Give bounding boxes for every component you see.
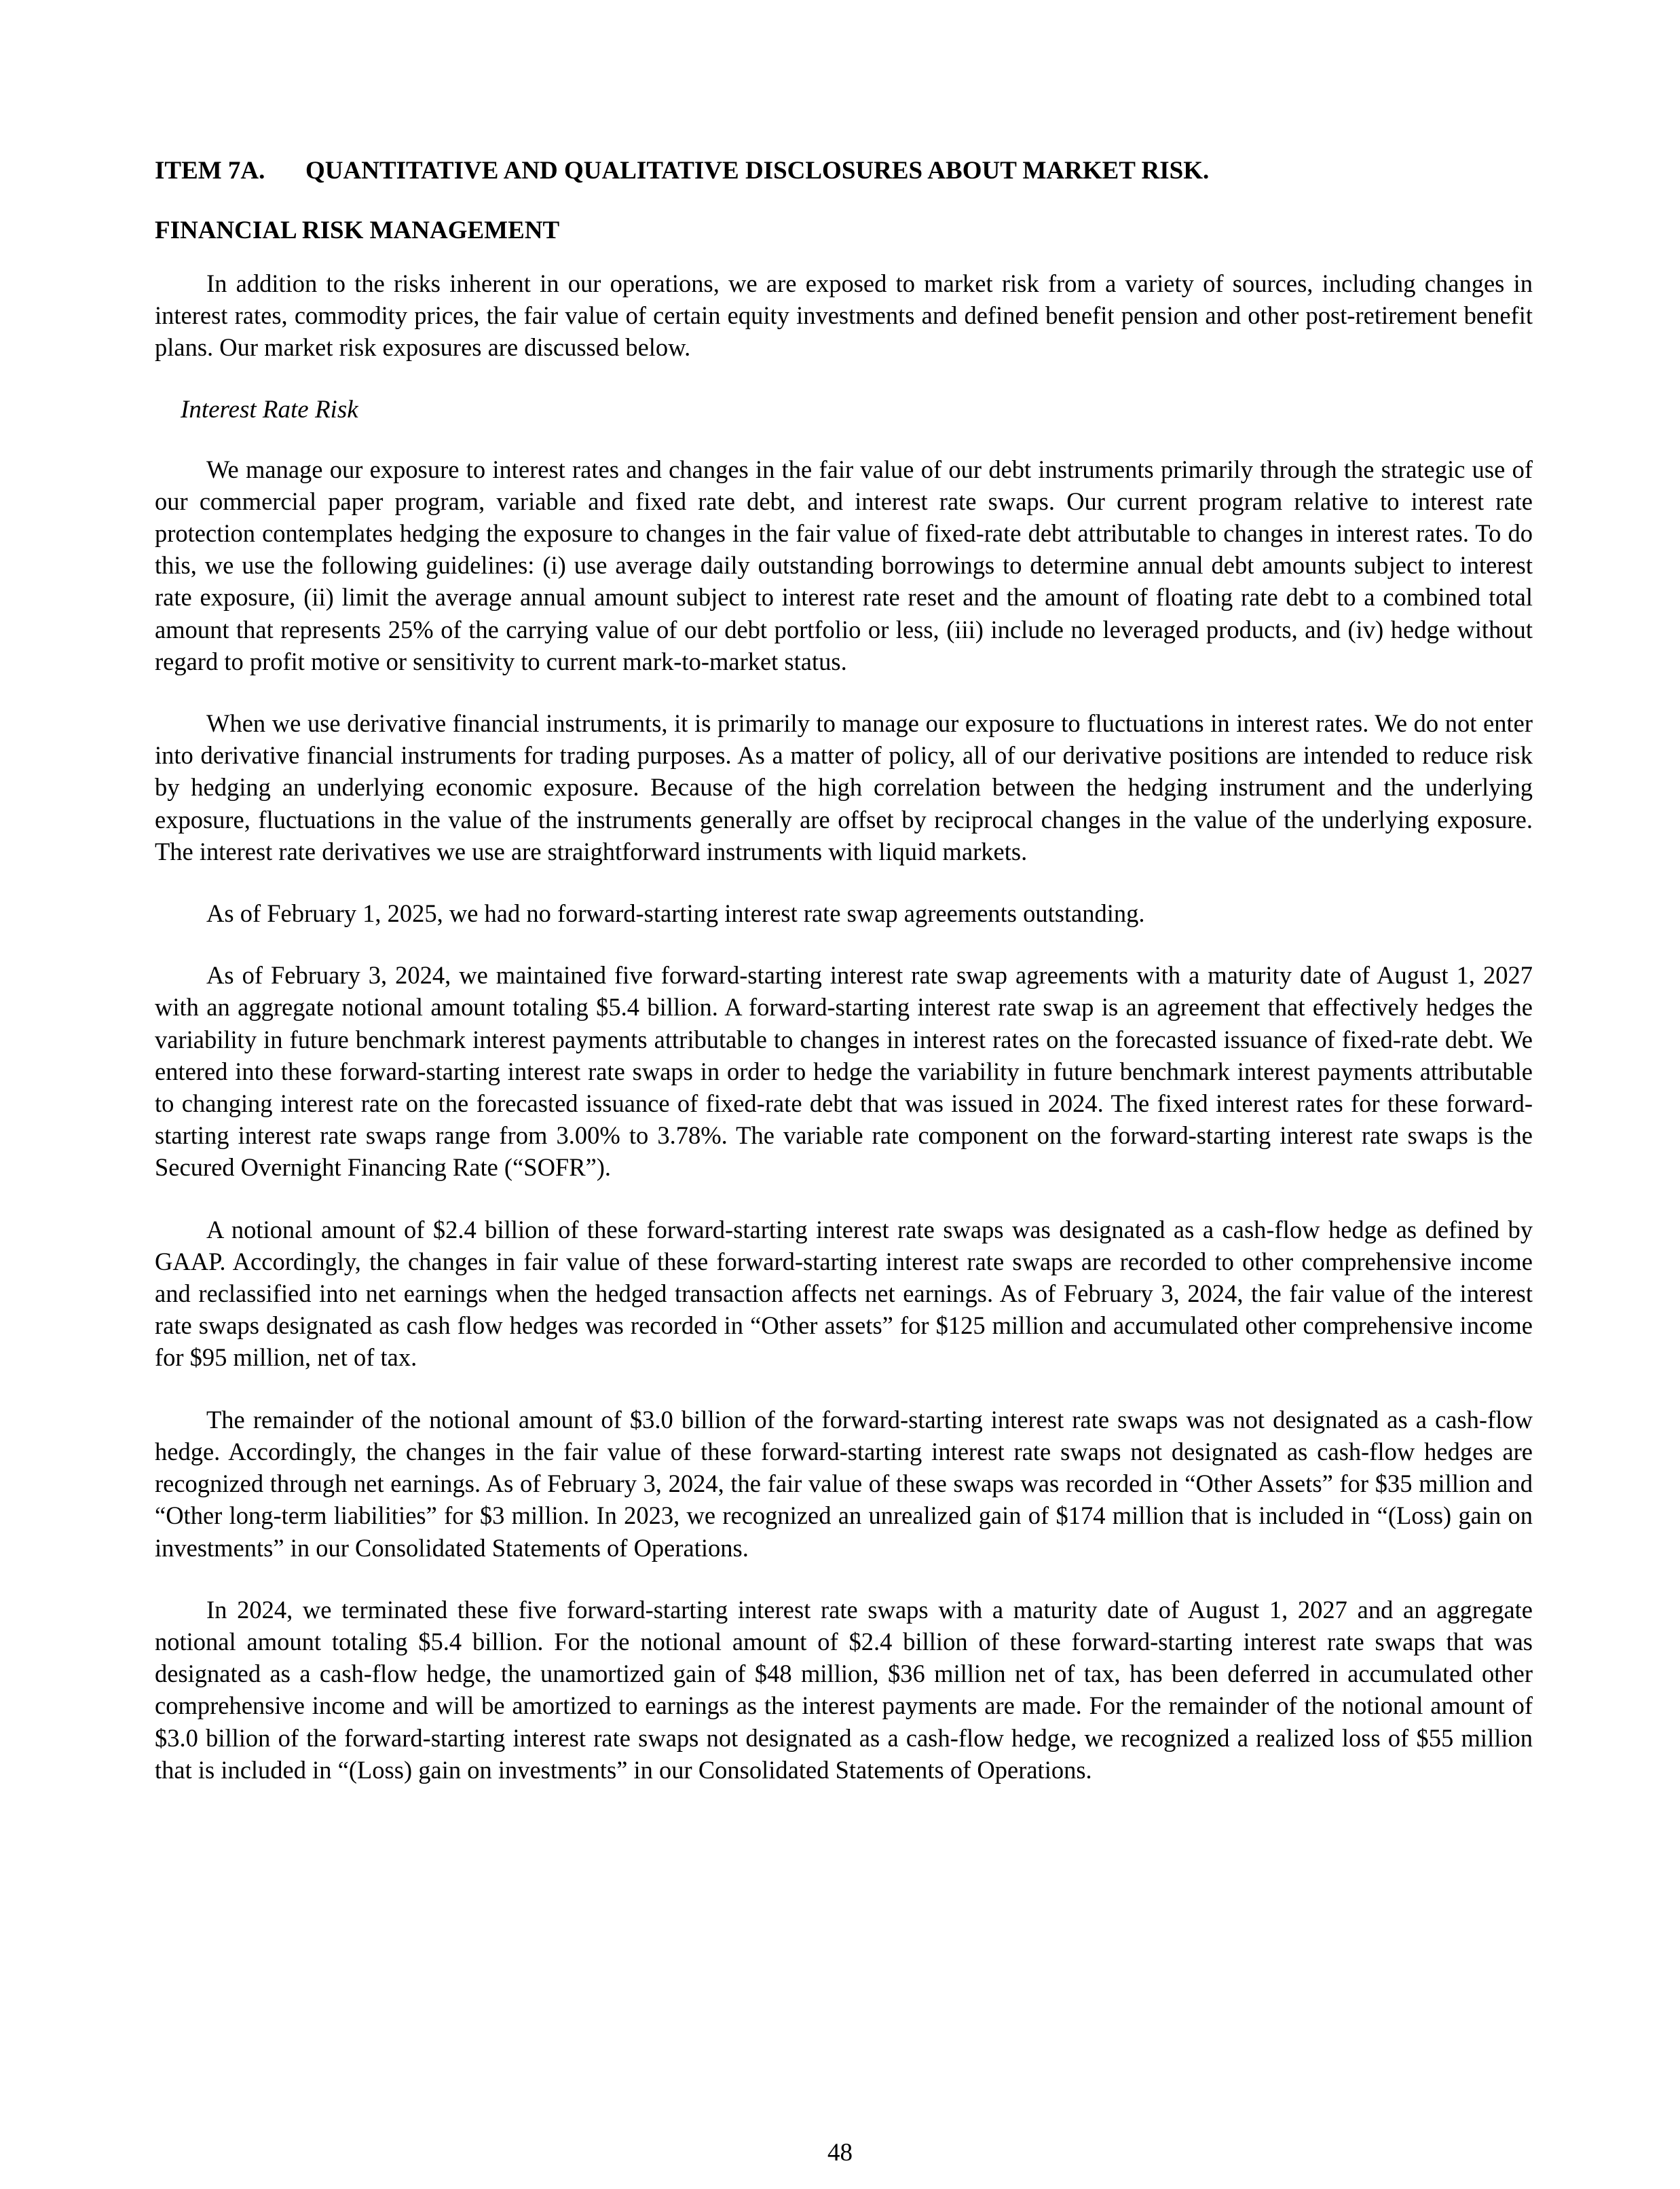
document-page [155,155,1533,1816]
paragraph-cash-flow-hedge: A notional amount of $2.4 billion of these forward-starting interest rate swaps was designated as a cash-flow hedge as defined by GAAP. Accordingly, the changes in fair value of these forward-starting interest rate swaps are recorded to other comprehensive income and reclassified into net earnings when the hedged transaction affects net earnings. As of February 3, 2024, the fair value of the interest rate swaps designated as cash flow hedges was recorded in “Other assets” for $125 million and accumulated other comprehensive income for $95 million, net of tax. [155,1215,1533,1372]
page-number: 48 [827,2139,853,2167]
paragraph-2025-status: As of February 1, 2025, we had no forward-starting interest rate swap agreements outstanding. [206,899,1145,928]
paragraph-derivatives-policy: When we use derivative financial instruments, it is primarily to manage our exposure to fluctuations in interest rates. We do not enter into derivative financial instruments for trading purposes. As a matter of policy, all of our derivative positions are intended to reduce risk by hedging an underlying economic exposure. Because of the high correlation between the hedging instrument and the underlying exposure, fluctuations in the value of the instruments generally are offset by reciprocal changes in the value of the underlying exposure. The interest rate derivatives we use are straightforward instruments with liquid markets. [155,709,1533,865]
item-heading [155,155,1533,187]
intro-paragraph: In addition to the risks inherent in our operations, we are exposed to market risk from a variety of sources, including changes in interest rates, commodity prices, the fair value of certain equity investments and defined benefit pension and other post-retirement benefit plans. Our market risk exposures are discussed below. [155,269,1533,362]
sub-heading: Interest Rate Risk [181,395,358,424]
section-heading: FINANCIAL RISK MANAGEMENT [155,217,560,244]
paragraph-2024-swaps: As of February 3, 2024, we maintained five forward-starting interest rate swap agreements with a maturity date of August 1, 2027 with an aggregate notional amount totaling $5.4 billion. A forward-starting interest rate swap is an agreement that effectively hedges the variability in future benchmark interest payments attributable to changes in interest rates on the forecasted issuance of fixed-rate debt. We entered into these forward-starting interest rate swaps in order to hedge the variability in future benchmark interest payments attributable to changing interest rate on the forecasted issuance of fixed-rate debt that was issued in 2024. The fixed interest rates for these forward-starting interest rate swaps range from 3.00% to 3.78%. The variable rate component on the forward-starting interest rate swaps is the Secured Overnight Financing Rate (“SOFR”). [155,961,1533,1182]
paragraph-termination: In 2024, we terminated these five forward-starting interest rate swaps with a maturity date of August 1, 2027 and an aggregate notional amount totaling $5.4 billion. For the notional amount of $2.4 billion of these forward-starting interest rate swaps that was designated as a cash-flow hedge, the unamortized gain of $48 million, $36 million net of tax, has been deferred in accumulated other comprehensive income and will be amortized to earnings as the interest payments are made. For the remainder of the notional amount of $3.0 billion of the forward-starting interest rate swaps not designated as a cash-flow hedge, we recognized a realized loss of $55 million that is included in “(Loss) gain on investments” in our Consolidated Statements of Operations. [155,1595,1533,1784]
paragraph-non-designated-swaps: The remainder of the notional amount of $3.0 billion of the forward-starting interest rate swaps was not designated as a cash-flow hedge. Accordingly, the changes in the fair value of these forward-starting interest rate swaps not designated as cash-flow hedges are recognized through net earnings. As of February 3, 2024, the fair value of these swaps was recorded in “Other Assets” for $35 million and “Other long-term liabilities” for $3 million. In 2023, we recognized an unrealized gain of $174 million that is included in “(Loss) gain on investments” in our Consolidated Statements of Operations. [155,1405,1533,1562]
paragraph-interest-rate-management: We manage our exposure to interest rates and changes in the fair value of our debt instruments primarily through the strategic use of our commercial paper program, variable and fixed rate debt, and interest rate swaps. Our current program relative to interest rate protection contemplates hedging the exposure to changes in the fair value of fixed-rate debt attributable to changes in interest rates. To do this, we use the following guidelines: (i) use average daily outstanding borrowings to determine annual debt amounts subject to interest rate exposure, (ii) limit the average annual amount subject to interest rate reset and the amount of floating rate debt to a combined total amount that represents 25% of the carrying value of our debt portfolio or less, (iii) include no leveraged products, and (iv) hedge without regard to profit motive or sensitivity to current mark-to-market status. [155,455,1533,675]
item-number: ITEM 7A. [155,157,265,185]
item-title: QUANTITATIVE AND QUALITATIVE DISCLOSURES ABOUT MARKET RISK. [305,157,1210,185]
